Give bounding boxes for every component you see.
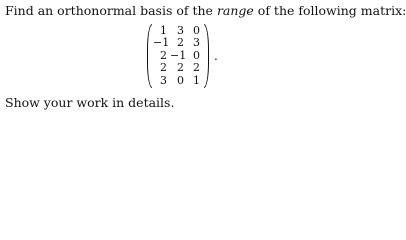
matrix-left-paren	[147, 24, 152, 88]
matrix-entry: 3	[160, 73, 167, 87]
matrix-entry: 2	[160, 61, 167, 75]
matrix-terminator: .	[214, 49, 218, 63]
matrix	[147, 24, 209, 88]
matrix-entry: 2	[193, 61, 200, 75]
matrix-entry: −1	[153, 36, 170, 50]
matrix-right-paren	[204, 24, 209, 88]
problem-emphasis: range	[216, 3, 254, 18]
problem-statement	[5, 4, 406, 18]
instruction-text: Show your work in details.	[5, 95, 175, 110]
matrix-entry: 1	[160, 24, 167, 37]
problem-text-before: Find an orthonormal basis of the	[5, 3, 217, 18]
matrix-entry: 1	[193, 73, 200, 87]
matrix-entry: 3	[193, 36, 200, 50]
matrix-entry: 0	[193, 24, 200, 37]
matrix-entry: 0	[177, 73, 184, 87]
matrix-entry: 3	[177, 24, 184, 37]
matrix-entries	[153, 25, 203, 87]
matrix-entry: 0	[193, 48, 200, 62]
matrix-entry: 2	[177, 61, 184, 75]
problem-text-after: of the following matrix:	[253, 3, 406, 18]
matrix-entry: −1	[170, 48, 187, 62]
matrix-entry: 2	[160, 48, 167, 62]
matrix-entry: 2	[177, 36, 184, 50]
